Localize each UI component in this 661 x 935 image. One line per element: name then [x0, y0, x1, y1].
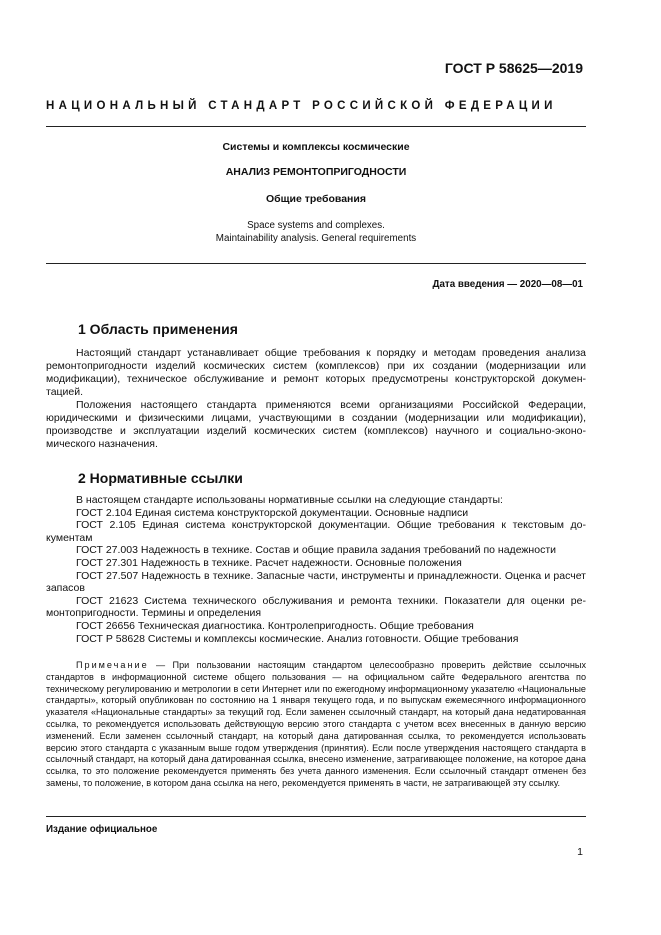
title-subtitle: Общие требования: [266, 193, 366, 205]
title-rule: [46, 263, 586, 264]
title-english-line2: Maintainability analysis. General requirements: [215, 233, 417, 244]
title-main: АНАЛИЗ РЕМОНТОПРИГОДНОСТИ: [225, 166, 407, 178]
section-1-heading: 1 Область применения: [78, 321, 238, 337]
introduction-date: Дата введения — 2020—08—01: [432, 279, 583, 290]
reference-item: ГОСТ 2.104 Единая система конструкторской документации. Основные надписи: [76, 506, 469, 519]
section-2-heading: 2 Нормативные ссылки: [78, 470, 243, 486]
normative-references-list: [46, 494, 586, 645]
reference-item: ГОСТ 2.105 Единая система конструкторской документации. Общие требования к текстовым документам: [46, 519, 586, 544]
page-number: 1: [577, 846, 583, 858]
reference-item: ГОСТ 27.003 Надежность в технике. Состав и общие правила задания требований по надежности: [76, 544, 556, 557]
references-intro: В настоящем стандарте использованы нормативные ссылки на следующие стандарты:: [76, 494, 503, 506]
reference-item: ГОСТ Р 58628 Системы и комплексы космические. Анализ готовности. Общие требования: [76, 632, 519, 645]
reference-item: ГОСТ 26656 Техническая диагностика. Контролепригодность. Общие требования: [76, 619, 474, 632]
header-rule: [46, 126, 586, 127]
title-series: Системы и комплексы космические: [222, 141, 410, 153]
footer-rule: [46, 816, 586, 817]
note-block: [46, 660, 586, 790]
reference-item: ГОСТ 27.301 Надежность в технике. Расчет надежности. Основные положения: [76, 556, 462, 569]
title-english: [46, 219, 586, 245]
national-standard-heading: НАЦИОНАЛЬНЫЙ СТАНДАРТ РОССИЙСКОЙ ФЕДЕРАЦИИ: [46, 100, 557, 112]
note-text: — При пользовании настоящим стандартом целесообразно проверить действие ссылочных стандартов в информационной системе общего пользования — на официальном сайте Федерального агентства по техническому регулированию и метрологии в сети Интернет или по ежегодному информационному указателю «Национальные стандарты», который опубликован по состоянию на 1 января текущего года, и по выпускам ежемесячного информационного указателя «Национальные стандарты» за текущий год. Если заменен ссылочный стандарт, на который дана недатированная ссылка, то рекомендуется использовать действующую версию этого стандарта с учетом всех внесенных в данную версию изменений. Если заменен ссылочный стандарт, на который дана датированная ссылка, то рекомендуется использовать версию этого стандарта с указанным выше годом утверждения (принятия). Если после утверждения настоящего стандарта в ссылочный стандарт, на который дана датированная ссылка, внесено изменение, затрагивающее положение, на которое дана ссылка, то это положение рекомендуется применять без учета данного изменения. Если ссылочный стандарт отменен без замены, то положение, в котором дана ссылка на него, рекомендуется применять в части, не затрагивающей эту ссылку.: [46, 660, 586, 788]
standard-code: ГОСТ Р 58625—2019: [444, 60, 583, 76]
reference-item: ГОСТ 21623 Система технического обслуживания и ремонта техники. Показатели для оценки ремонтопригодности. Термины и определения: [46, 594, 586, 620]
official-edition-label: Издание официальное: [46, 824, 158, 835]
note-label: Примечание: [76, 660, 149, 670]
section-1-paragraph: Положения настоящего стандарта применяются всеми организациями Российской Федерации, юридическими и физическими лицами, участвующими в создании (модернизации или модификации), производстве и эксплуатации изделий космических систем (комплексов) научного и социально-экономического назначения.: [46, 399, 586, 450]
section-1-paragraph: Настоящий стандарт устанавливает общие требования к порядку и методам проведения анализа ремонтопригодности изделий космических систем (комплексов) при их создании (модернизации или модификации), техническое обслуживание и ремонт которых предусмотрены конструкторской документацией.: [46, 347, 586, 398]
reference-item: ГОСТ 27.507 Надежность в технике. Запасные части, инструменты и принадлежности. Оценка и расчет запасов: [46, 569, 586, 595]
title-english-line1: Space systems and complexes.: [247, 220, 385, 231]
